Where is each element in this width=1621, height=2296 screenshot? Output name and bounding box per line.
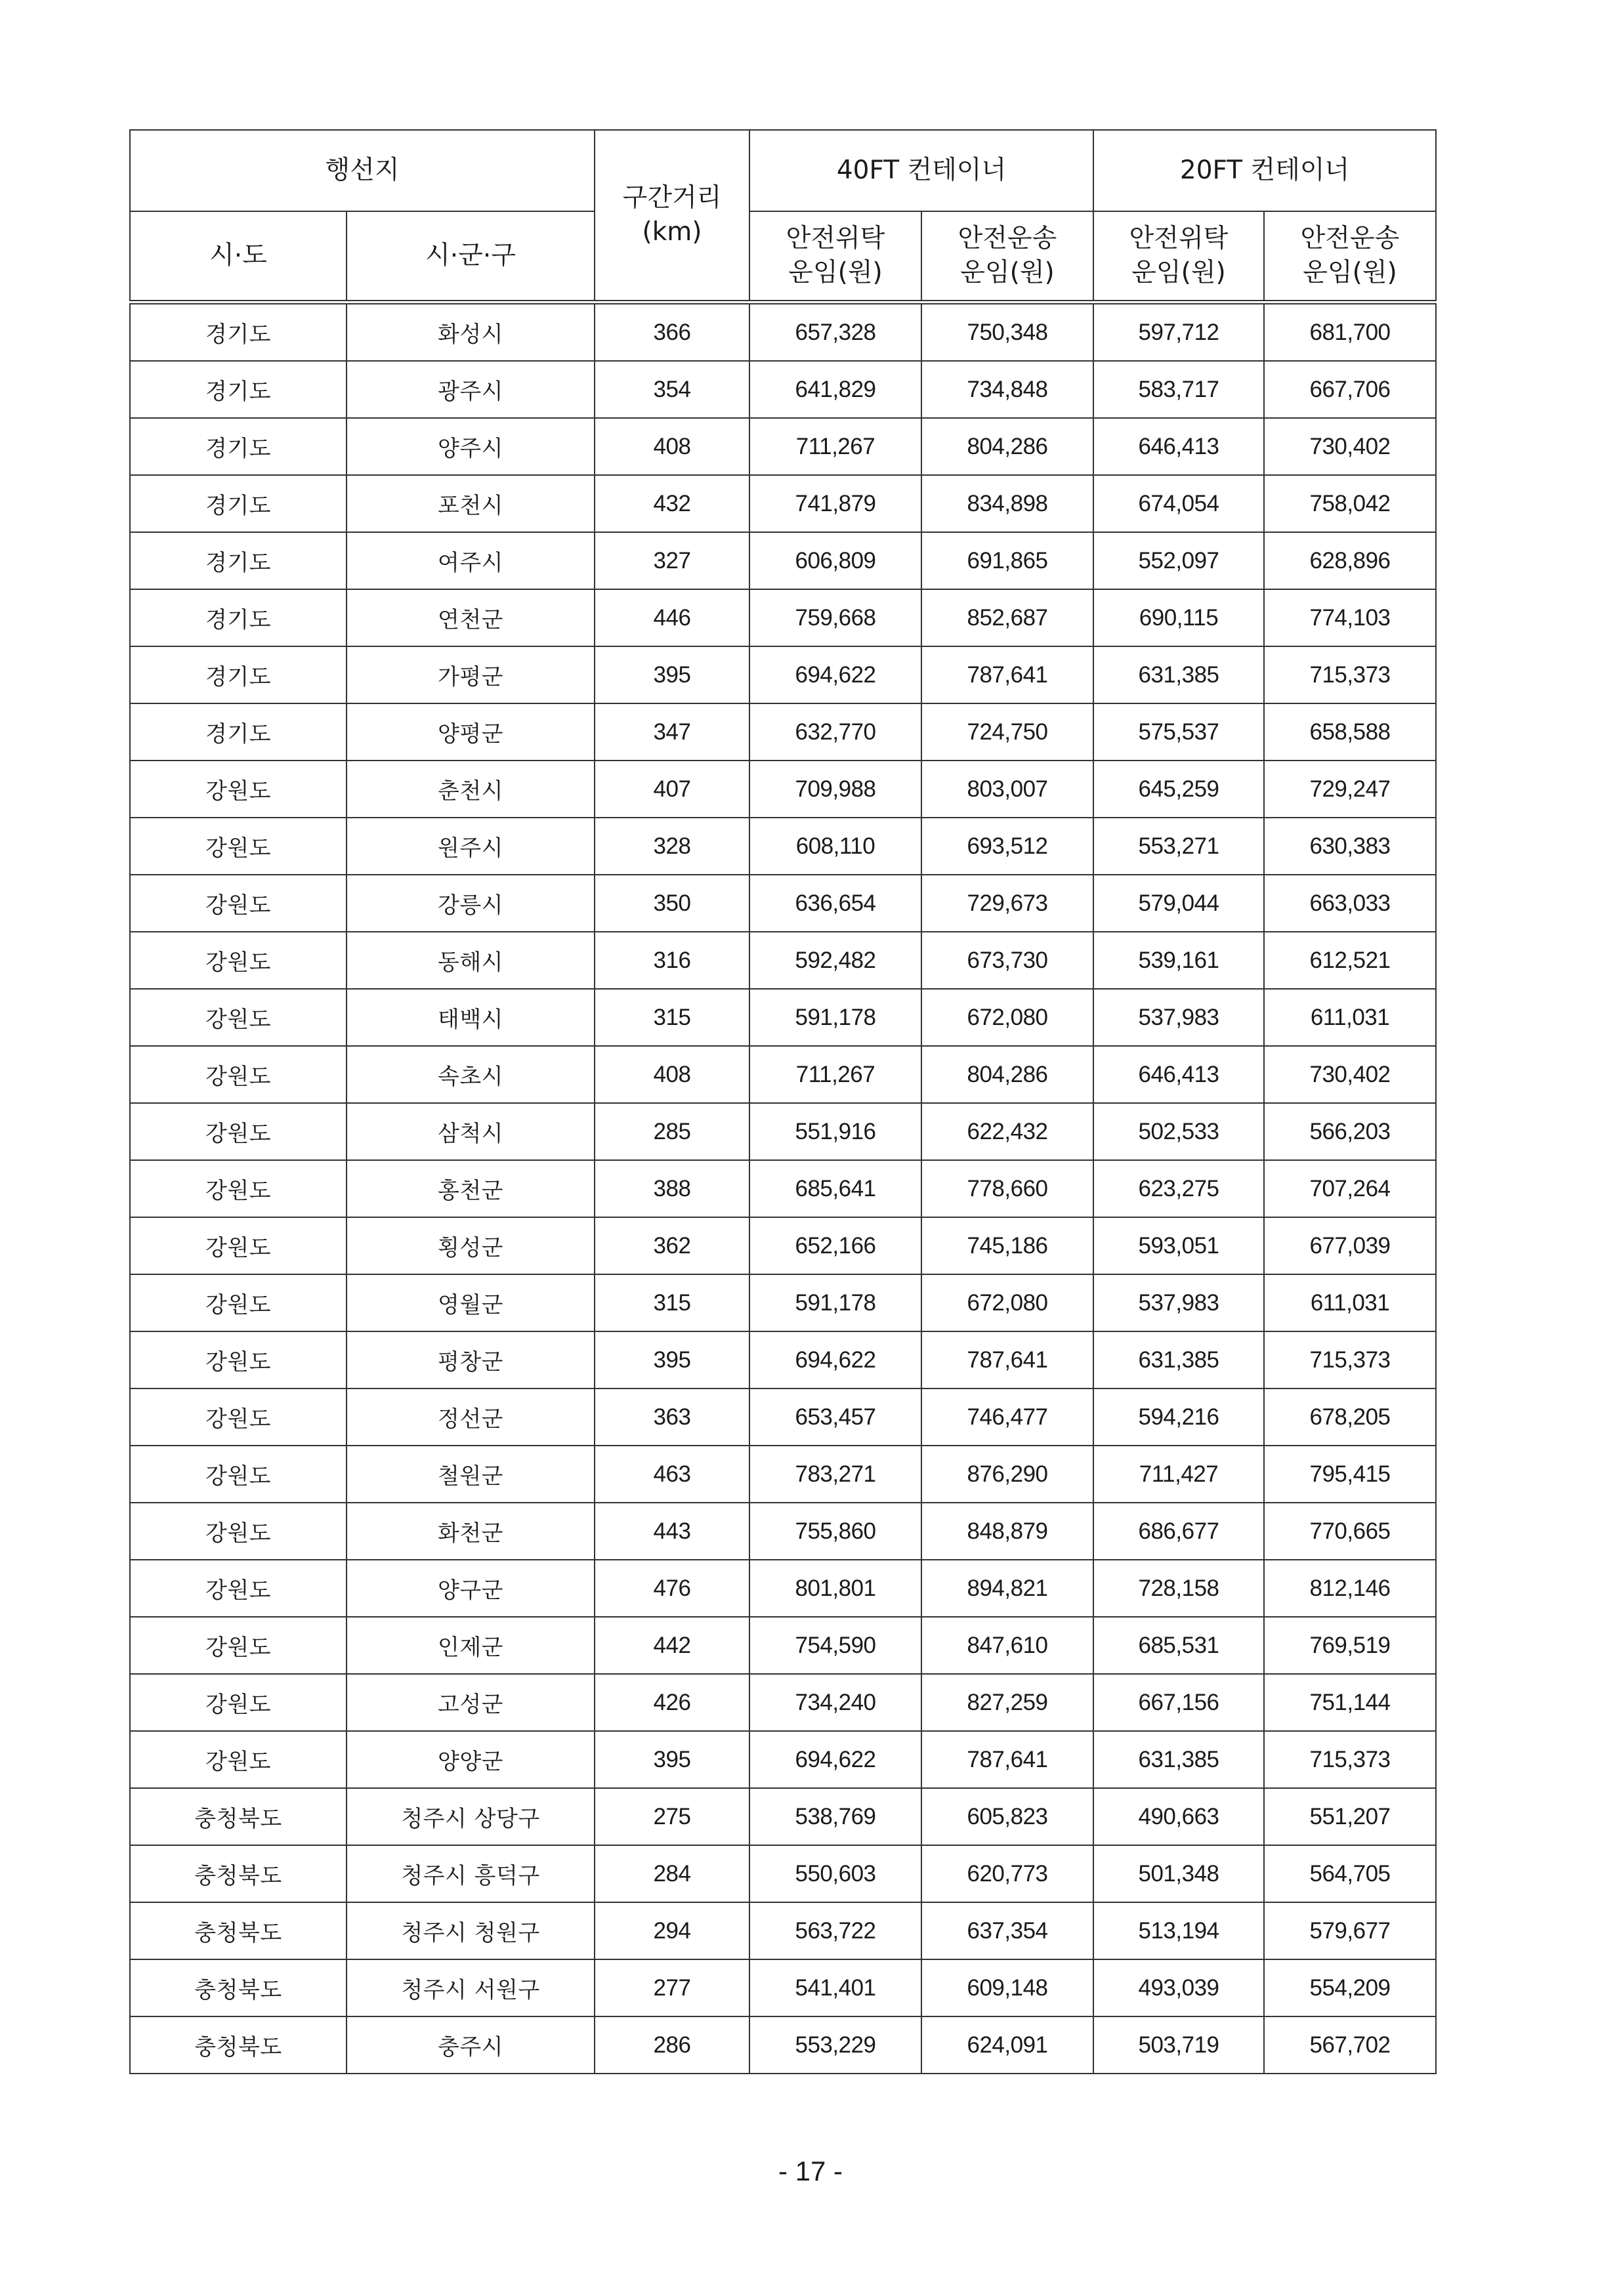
cell-fare-20ft-consign: 493,039: [1093, 1959, 1264, 2016]
table-row: [130, 1959, 1436, 2016]
cell-fare-40ft-transport: 691,865: [921, 532, 1093, 589]
cell-fare-40ft-transport: 693,512: [921, 818, 1093, 875]
header-40ft-transport-unit: 운임(원): [960, 258, 1055, 287]
cell-fare-20ft-consign: 711,427: [1093, 1446, 1264, 1503]
cell-province: 경기도: [130, 703, 347, 761]
cell-fare-40ft-transport: 622,432: [921, 1103, 1093, 1160]
cell-province: 강원도: [130, 1560, 347, 1617]
table-row: [130, 1503, 1436, 1560]
cell-distance: 388: [595, 1160, 749, 1217]
cell-fare-20ft-transport: 715,373: [1264, 1731, 1436, 1788]
cell-province: 경기도: [130, 361, 347, 418]
cell-city: 청주시 상당구: [347, 1788, 595, 1845]
cell-city: 동해시: [347, 932, 595, 989]
cell-fare-20ft-consign: 685,531: [1093, 1617, 1264, 1674]
cell-city: 홍천군: [347, 1160, 595, 1217]
cell-fare-20ft-transport: 715,373: [1264, 646, 1436, 703]
cell-distance: 285: [595, 1103, 749, 1160]
cell-fare-40ft-transport: 804,286: [921, 418, 1093, 475]
table-row: [130, 1331, 1436, 1388]
cell-fare-40ft-transport: 827,259: [921, 1674, 1093, 1731]
cell-fare-40ft-transport: 803,007: [921, 761, 1093, 818]
cell-fare-20ft-consign: 553,271: [1093, 818, 1264, 875]
cell-distance: 275: [595, 1788, 749, 1845]
cell-distance: 407: [595, 761, 749, 818]
header-40ft-transport: [921, 211, 1093, 303]
cell-city: 여주시: [347, 532, 595, 589]
cell-province: 강원도: [130, 932, 347, 989]
cell-fare-20ft-consign: 690,115: [1093, 589, 1264, 646]
cell-fare-40ft-consign: 641,829: [749, 361, 921, 418]
header-20ft-transport: [1264, 211, 1436, 303]
cell-fare-20ft-consign: 631,385: [1093, 646, 1264, 703]
cell-province: 강원도: [130, 1674, 347, 1731]
cell-fare-20ft-consign: 667,156: [1093, 1674, 1264, 1731]
cell-fare-20ft-consign: 686,677: [1093, 1503, 1264, 1560]
cell-fare-20ft-transport: 681,700: [1264, 303, 1436, 362]
cell-fare-20ft-consign: 646,413: [1093, 1046, 1264, 1103]
cell-fare-20ft-consign: 593,051: [1093, 1217, 1264, 1274]
cell-fare-20ft-transport: 566,203: [1264, 1103, 1436, 1160]
cell-city: 양주시: [347, 418, 595, 475]
fare-table: [129, 129, 1437, 2074]
cell-city: 원주시: [347, 818, 595, 875]
cell-province: 충청북도: [130, 1902, 347, 1959]
cell-fare-20ft-transport: 667,706: [1264, 361, 1436, 418]
cell-distance: 395: [595, 646, 749, 703]
cell-fare-20ft-consign: 645,259: [1093, 761, 1264, 818]
cell-city: 광주시: [347, 361, 595, 418]
cell-distance: 463: [595, 1446, 749, 1503]
cell-fare-40ft-consign: 653,457: [749, 1388, 921, 1446]
cell-fare-20ft-transport: 611,031: [1264, 1274, 1436, 1331]
cell-city: 양구군: [347, 1560, 595, 1617]
cell-fare-40ft-consign: 636,654: [749, 875, 921, 932]
cell-fare-20ft-consign: 594,216: [1093, 1388, 1264, 1446]
cell-fare-20ft-consign: 597,712: [1093, 303, 1264, 362]
cell-city: 화천군: [347, 1503, 595, 1560]
cell-fare-40ft-consign: 591,178: [749, 1274, 921, 1331]
cell-fare-20ft-consign: 575,537: [1093, 703, 1264, 761]
header-40ft-consign-label: 안전위탁: [786, 224, 885, 253]
table-row: [130, 1788, 1436, 1845]
cell-distance: 408: [595, 418, 749, 475]
header-20ft: 20FT 컨테이너: [1093, 130, 1436, 211]
cell-city: 태백시: [347, 989, 595, 1046]
cell-fare-40ft-consign: 592,482: [749, 932, 921, 989]
page-number: - 17 -: [778, 2156, 843, 2186]
cell-fare-40ft-transport: 672,080: [921, 989, 1093, 1046]
cell-province: 경기도: [130, 475, 347, 532]
cell-fare-20ft-consign: 646,413: [1093, 418, 1264, 475]
cell-fare-40ft-transport: 672,080: [921, 1274, 1093, 1331]
header-destination: 행선지: [130, 130, 595, 211]
cell-fare-40ft-consign: 759,668: [749, 589, 921, 646]
cell-fare-20ft-consign: 539,161: [1093, 932, 1264, 989]
table-row: [130, 1160, 1436, 1217]
table-row: [130, 1617, 1436, 1674]
header-20ft-consign-label: 안전위탁: [1129, 224, 1229, 253]
cell-province: 강원도: [130, 761, 347, 818]
cell-province: 강원도: [130, 1331, 347, 1388]
cell-fare-20ft-transport: 554,209: [1264, 1959, 1436, 2016]
cell-province: 강원도: [130, 1503, 347, 1560]
cell-fare-20ft-transport: 567,702: [1264, 2016, 1436, 2074]
table-row: [130, 1274, 1436, 1331]
cell-distance: 362: [595, 1217, 749, 1274]
cell-city: 평창군: [347, 1331, 595, 1388]
cell-fare-40ft-transport: 894,821: [921, 1560, 1093, 1617]
cell-province: 강원도: [130, 1617, 347, 1674]
cell-fare-40ft-consign: 591,178: [749, 989, 921, 1046]
cell-fare-40ft-consign: 783,271: [749, 1446, 921, 1503]
table-row: [130, 1388, 1436, 1446]
table-row: [130, 875, 1436, 932]
cell-province: 충청북도: [130, 2016, 347, 2074]
table-row: [130, 761, 1436, 818]
cell-fare-40ft-transport: 852,687: [921, 589, 1093, 646]
header-40ft-consign: [749, 211, 921, 303]
cell-fare-20ft-transport: 663,033: [1264, 875, 1436, 932]
cell-distance: 284: [595, 1845, 749, 1902]
table-row: [130, 475, 1436, 532]
cell-distance: 286: [595, 2016, 749, 2074]
cell-province: 강원도: [130, 875, 347, 932]
cell-fare-40ft-transport: 848,879: [921, 1503, 1093, 1560]
table-row: [130, 1731, 1436, 1788]
cell-fare-20ft-consign: 537,983: [1093, 989, 1264, 1046]
header-40ft-consign-unit: 운임(원): [788, 258, 883, 287]
cell-fare-40ft-transport: 637,354: [921, 1902, 1093, 1959]
header-40ft-transport-label: 안전운송: [958, 224, 1057, 253]
cell-fare-20ft-transport: 564,705: [1264, 1845, 1436, 1902]
cell-city: 가평군: [347, 646, 595, 703]
cell-fare-40ft-consign: 754,590: [749, 1617, 921, 1674]
cell-fare-20ft-consign: 552,097: [1093, 532, 1264, 589]
table-row: [130, 303, 1436, 362]
cell-province: 강원도: [130, 818, 347, 875]
cell-distance: 350: [595, 875, 749, 932]
table-row: [130, 703, 1436, 761]
header-20ft-consign-unit: 운임(원): [1131, 258, 1226, 287]
cell-province: 강원도: [130, 1160, 347, 1217]
cell-distance: 315: [595, 1274, 749, 1331]
cell-fare-40ft-transport: 746,477: [921, 1388, 1093, 1446]
table-row: [130, 1674, 1436, 1731]
cell-fare-40ft-consign: 553,229: [749, 2016, 921, 2074]
cell-distance: 395: [595, 1331, 749, 1388]
cell-city: 포천시: [347, 475, 595, 532]
cell-fare-40ft-consign: 801,801: [749, 1560, 921, 1617]
table-row: [130, 818, 1436, 875]
cell-distance: 408: [595, 1046, 749, 1103]
cell-province: 경기도: [130, 532, 347, 589]
cell-fare-20ft-transport: 774,103: [1264, 589, 1436, 646]
cell-fare-40ft-transport: 778,660: [921, 1160, 1093, 1217]
cell-fare-20ft-transport: 551,207: [1264, 1788, 1436, 1845]
cell-city: 영월군: [347, 1274, 595, 1331]
cell-city: 화성시: [347, 303, 595, 362]
cell-province: 강원도: [130, 1217, 347, 1274]
cell-fare-20ft-transport: 611,031: [1264, 989, 1436, 1046]
table-row: [130, 1103, 1436, 1160]
cell-distance: 426: [595, 1674, 749, 1731]
header-distance-unit: (km): [642, 217, 702, 247]
cell-fare-20ft-consign: 537,983: [1093, 1274, 1264, 1331]
cell-fare-40ft-transport: 673,730: [921, 932, 1093, 989]
cell-city: 삼척시: [347, 1103, 595, 1160]
cell-province: 경기도: [130, 646, 347, 703]
cell-city: 연천군: [347, 589, 595, 646]
cell-fare-40ft-transport: 734,848: [921, 361, 1093, 418]
cell-fare-20ft-transport: 770,665: [1264, 1503, 1436, 1560]
cell-fare-20ft-transport: 628,896: [1264, 532, 1436, 589]
table-row: [130, 2016, 1436, 2074]
cell-fare-40ft-consign: 551,916: [749, 1103, 921, 1160]
cell-fare-40ft-consign: 652,166: [749, 1217, 921, 1274]
cell-province: 강원도: [130, 1731, 347, 1788]
cell-fare-40ft-transport: 804,286: [921, 1046, 1093, 1103]
table-row: [130, 361, 1436, 418]
cell-province: 강원도: [130, 989, 347, 1046]
cell-city: 정선군: [347, 1388, 595, 1446]
header-distance: [595, 130, 749, 303]
cell-fare-40ft-consign: 632,770: [749, 703, 921, 761]
cell-fare-40ft-consign: 538,769: [749, 1788, 921, 1845]
cell-fare-20ft-consign: 623,275: [1093, 1160, 1264, 1217]
table-row: [130, 589, 1436, 646]
cell-fare-20ft-transport: 707,264: [1264, 1160, 1436, 1217]
cell-fare-20ft-consign: 583,717: [1093, 361, 1264, 418]
table-row: [130, 932, 1436, 989]
table-row: [130, 1217, 1436, 1274]
cell-city: 충주시: [347, 2016, 595, 2074]
cell-fare-40ft-consign: 606,809: [749, 532, 921, 589]
cell-fare-40ft-consign: 709,988: [749, 761, 921, 818]
cell-fare-20ft-consign: 728,158: [1093, 1560, 1264, 1617]
cell-fare-40ft-transport: 787,641: [921, 1331, 1093, 1388]
cell-fare-40ft-transport: 724,750: [921, 703, 1093, 761]
cell-fare-40ft-consign: 563,722: [749, 1902, 921, 1959]
cell-fare-20ft-consign: 674,054: [1093, 475, 1264, 532]
cell-city: 횡성군: [347, 1217, 595, 1274]
cell-fare-40ft-transport: 787,641: [921, 646, 1093, 703]
cell-distance: 347: [595, 703, 749, 761]
cell-province: 강원도: [130, 1103, 347, 1160]
cell-fare-40ft-transport: 834,898: [921, 475, 1093, 532]
cell-city: 양양군: [347, 1731, 595, 1788]
cell-fare-20ft-consign: 501,348: [1093, 1845, 1264, 1902]
cell-distance: 277: [595, 1959, 749, 2016]
header-20ft-transport-label: 안전운송: [1300, 224, 1400, 253]
cell-fare-20ft-consign: 502,533: [1093, 1103, 1264, 1160]
cell-fare-20ft-transport: 730,402: [1264, 1046, 1436, 1103]
fare-table-body: [130, 303, 1436, 2074]
cell-fare-40ft-transport: 876,290: [921, 1446, 1093, 1503]
cell-fare-40ft-transport: 624,091: [921, 2016, 1093, 2074]
table-row: [130, 1845, 1436, 1902]
cell-distance: 328: [595, 818, 749, 875]
cell-fare-40ft-transport: 787,641: [921, 1731, 1093, 1788]
cell-province: 강원도: [130, 1446, 347, 1503]
header-20ft-consign: [1093, 211, 1264, 303]
cell-distance: 432: [595, 475, 749, 532]
cell-fare-40ft-consign: 755,860: [749, 1503, 921, 1560]
table-row: [130, 1560, 1436, 1617]
cell-city: 강릉시: [347, 875, 595, 932]
fare-table-container: [129, 129, 1435, 2074]
table-row: [130, 418, 1436, 475]
cell-fare-20ft-consign: 513,194: [1093, 1902, 1264, 1959]
cell-province: 경기도: [130, 589, 347, 646]
cell-fare-40ft-consign: 608,110: [749, 818, 921, 875]
table-row: [130, 1046, 1436, 1103]
cell-distance: 316: [595, 932, 749, 989]
cell-distance: 294: [595, 1902, 749, 1959]
header-20ft-transport-unit: 운임(원): [1303, 258, 1397, 287]
cell-distance: 354: [595, 361, 749, 418]
cell-fare-20ft-transport: 758,042: [1264, 475, 1436, 532]
cell-distance: 366: [595, 303, 749, 362]
cell-province: 경기도: [130, 303, 347, 362]
cell-city: 속초시: [347, 1046, 595, 1103]
cell-city: 춘천시: [347, 761, 595, 818]
table-row: [130, 532, 1436, 589]
header-city: 시·군·구: [347, 211, 595, 303]
cell-fare-40ft-consign: 711,267: [749, 1046, 921, 1103]
cell-distance: 363: [595, 1388, 749, 1446]
table-row: [130, 989, 1436, 1046]
cell-fare-20ft-consign: 503,719: [1093, 2016, 1264, 2074]
cell-province: 강원도: [130, 1388, 347, 1446]
cell-fare-40ft-transport: 847,610: [921, 1617, 1093, 1674]
cell-fare-40ft-consign: 694,622: [749, 646, 921, 703]
cell-city: 청주시 서원구: [347, 1959, 595, 2016]
cell-city: 철원군: [347, 1446, 595, 1503]
cell-fare-20ft-transport: 730,402: [1264, 418, 1436, 475]
cell-fare-20ft-transport: 769,519: [1264, 1617, 1436, 1674]
header-province: 시·도: [130, 211, 347, 303]
cell-distance: 446: [595, 589, 749, 646]
cell-province: 충청북도: [130, 1788, 347, 1845]
cell-distance: 476: [595, 1560, 749, 1617]
cell-fare-40ft-consign: 711,267: [749, 418, 921, 475]
cell-fare-40ft-consign: 694,622: [749, 1331, 921, 1388]
cell-fare-20ft-consign: 490,663: [1093, 1788, 1264, 1845]
cell-fare-40ft-consign: 541,401: [749, 1959, 921, 2016]
cell-province: 충청북도: [130, 1959, 347, 2016]
cell-fare-40ft-transport: 605,823: [921, 1788, 1093, 1845]
cell-fare-20ft-transport: 630,383: [1264, 818, 1436, 875]
table-row: [130, 1902, 1436, 1959]
cell-fare-40ft-transport: 745,186: [921, 1217, 1093, 1274]
cell-distance: 443: [595, 1503, 749, 1560]
cell-distance: 315: [595, 989, 749, 1046]
cell-fare-20ft-transport: 579,677: [1264, 1902, 1436, 1959]
cell-province: 경기도: [130, 418, 347, 475]
cell-city: 양평군: [347, 703, 595, 761]
cell-fare-40ft-transport: 729,673: [921, 875, 1093, 932]
cell-fare-40ft-consign: 550,603: [749, 1845, 921, 1902]
header-40ft: 40FT 컨테이너: [749, 130, 1093, 211]
cell-distance: 395: [595, 1731, 749, 1788]
cell-fare-20ft-transport: 612,521: [1264, 932, 1436, 989]
cell-fare-20ft-transport: 678,205: [1264, 1388, 1436, 1446]
cell-distance: 442: [595, 1617, 749, 1674]
cell-fare-20ft-transport: 729,247: [1264, 761, 1436, 818]
cell-city: 청주시 청원구: [347, 1902, 595, 1959]
cell-fare-40ft-consign: 734,240: [749, 1674, 921, 1731]
cell-fare-40ft-consign: 685,641: [749, 1160, 921, 1217]
cell-fare-40ft-consign: 657,328: [749, 303, 921, 362]
cell-fare-20ft-transport: 751,144: [1264, 1674, 1436, 1731]
cell-distance: 327: [595, 532, 749, 589]
cell-fare-40ft-consign: 741,879: [749, 475, 921, 532]
cell-fare-20ft-transport: 658,588: [1264, 703, 1436, 761]
cell-city: 고성군: [347, 1674, 595, 1731]
cell-province: 충청북도: [130, 1845, 347, 1902]
cell-fare-20ft-consign: 631,385: [1093, 1731, 1264, 1788]
cell-fare-40ft-transport: 609,148: [921, 1959, 1093, 2016]
cell-fare-20ft-transport: 677,039: [1264, 1217, 1436, 1274]
cell-fare-40ft-transport: 620,773: [921, 1845, 1093, 1902]
cell-province: 강원도: [130, 1274, 347, 1331]
cell-city: 인제군: [347, 1617, 595, 1674]
cell-city: 청주시 흥덕구: [347, 1845, 595, 1902]
cell-fare-40ft-consign: 694,622: [749, 1731, 921, 1788]
cell-province: 강원도: [130, 1046, 347, 1103]
cell-fare-40ft-transport: 750,348: [921, 303, 1093, 362]
table-row: [130, 646, 1436, 703]
cell-fare-20ft-transport: 715,373: [1264, 1331, 1436, 1388]
cell-fare-20ft-consign: 579,044: [1093, 875, 1264, 932]
table-row: [130, 1446, 1436, 1503]
header-distance-label: 구간거리: [622, 183, 722, 213]
cell-fare-20ft-transport: 812,146: [1264, 1560, 1436, 1617]
cell-fare-20ft-transport: 795,415: [1264, 1446, 1436, 1503]
cell-fare-20ft-consign: 631,385: [1093, 1331, 1264, 1388]
